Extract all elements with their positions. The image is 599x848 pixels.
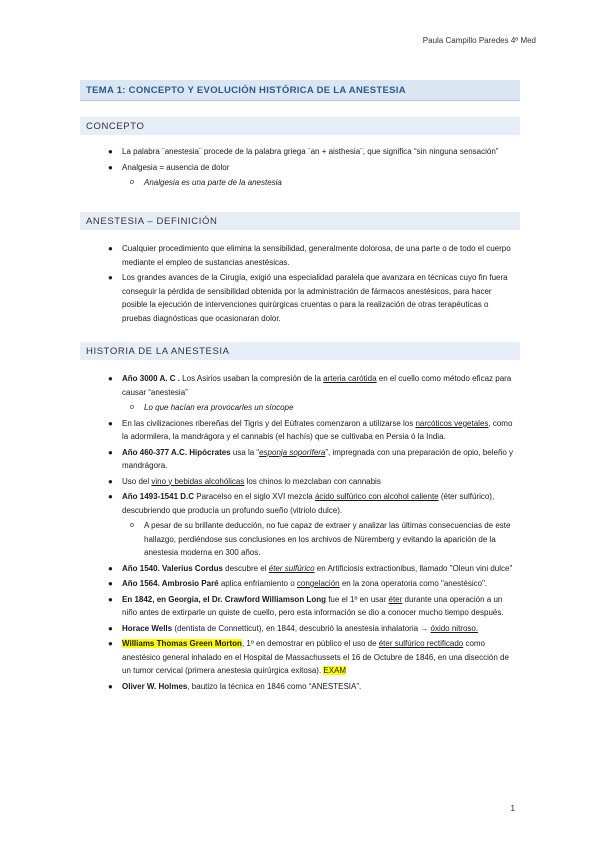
list-item: ● La palabra ¨anestesia¨ procede de la palabra griega ¨an + aisthesia¨, que significa “sin ninguna sensación” [108,145,518,159]
bullet-icon: ● [108,639,113,648]
historia-list [108,372,518,695]
section-heading-text: HISTORIA DE LA ANESTESIA [86,346,230,357]
bullet-icon: ● [108,273,113,282]
list-item: ● Año 460-377 A.C. Hipócrates usa la “esponja soporífera”, impregnada con una preparación de opio, beleño y mandrágora. [108,447,514,470]
sub-list-item: o A pesar de su brillante deducción, no fue capaz de extraer y analizar las últimas consecuencias de este hallazgo, perdiéndose sus conclusiones en los archivos de Nüremberg y evitando la aparición de la anestesia moderna en 300 años. [130,521,511,557]
bullet-icon: ● [108,147,113,156]
author-header: Paula Campillo Paredes 4º Med [422,36,536,45]
section-heading-text: ANESTESIA – DEFINICIÓN [86,216,218,227]
bullet-icon: ● [108,418,113,428]
definicion-list [108,242,518,327]
circle-bullet-icon: o [130,404,134,411]
bullet-icon: ● [108,579,113,588]
list-item: ● Horace Wells (dentista de Connetticut), en 1844, descubrió la anestesia inhalatoria → óxido nitroso. [108,622,518,636]
section-heading-definicion [80,212,520,230]
list-item: ● Año 1493-1541 D.C Paracelso en el siglo XVI mezcla ácido sulfúrico con alcohol caliente (éter sulfúrico), descubriendo que producía un profundo sueño (vitriolo dulce). [108,492,495,515]
exam-highlight: EXAM [323,666,347,675]
list-item: ● Año 3000 A. C . Los Asirios usaban la compresión de la arteria carótida en el cuello como método eficaz para causar “anestesia” [108,374,512,397]
section-heading-concepto [80,117,520,135]
section-heading-text: CONCEPTO [86,121,145,132]
sub-list-item: o Lo que hacían era provocarles un síncope [108,401,518,415]
bullet-icon: ● [108,476,113,486]
sub-list-item: o Analgesia es una parte de la anestesia [108,176,518,190]
list-item: ● Oliver W. Holmes, bautizo la técnica en 1846 como “ANESTESIA”. [108,680,518,694]
bullet-icon: ● [108,162,113,172]
bullet-icon: ● [108,594,113,604]
bullet-icon: ● [108,623,113,633]
circle-bullet-icon: o [130,522,134,529]
list-item: ● Año 1540. Valerius Cordus descubre el éter sulfúrico en Artificiosis extractionibus, llamado "Oleun vini dulce" [108,562,518,576]
list-item: ● Uso del vino y bebidas alcohólicas los chinos lo mezclaban con cannabis [108,475,518,489]
bullet-icon: ● [108,447,113,457]
list-item: ● Williams Thomas Green Morton, 1º en demostrar en público el uso de éter sulfúrico rectificado como anestésico general inhalado en el Hospital de Massachussets el 16 de Octubre de 1846, en una disección de un tumor cervical (primera anestesia quirúrgica exitosa). EXAM [108,639,509,675]
bullet-icon: ● [108,244,113,253]
chapter-title: TEMA 1: CONCEPTO Y EVOLUCIÓN HISTÓRICA DE LA ANESTESIA [86,85,406,96]
chapter-title-band [80,80,520,101]
bullet-icon: ● [108,563,113,573]
concepto-list [108,145,518,192]
page-number: 1 [510,804,515,813]
list-item: ● Analgesia = ausencia de dolor [108,161,518,175]
circle-bullet-icon: o [130,179,134,186]
bullet-icon: ● [108,681,113,691]
bullet-icon: ● [108,492,113,501]
section-heading-historia [80,342,520,360]
list-item: ● Los grandes avances de la Cirugía, exigió una especialidad paralela que avanzara en técnicas cuyo fin fuera conseguir la pérdida de sensibilidad obtenida por la administración de fármacos anestésicos, para hacer posible la ejecución de intervenciones quirúrgicas cruentas o para la realización de otras terapéuticas o pruebas diagnósticas que ocasionaran dolor. [108,273,508,323]
list-item: ● Año 1564. Ambrosio Paré aplica enfriamiento o congelación en la zona operatoria como "anestésico". [108,577,518,591]
list-item: ● En 1842, en Georgia, el Dr. Crawford Williamson Long fue el 1º en usar éter durante una operación a un niño antes de extirparle un quiste de cuello, pero esta información se dio a conocer mucho tiempo después. [108,594,504,617]
bullet-icon: ● [108,374,113,383]
list-item: ● En las civilizaciones ribereñas del Tigris y del Eúfrates comenzaron a utilizarse los narcóticos vegetales, como la adormilera, la mandrágora y el cannabis (el hachís) que se cultivaba en Persia ó la India. [108,418,513,441]
list-item: ● Cualquier procedimiento que elimina la sensibilidad, generalmente dolorosa, de una parte o de todo el cuerpo mediante el empleo de sustancias anestésicas. [108,244,511,267]
